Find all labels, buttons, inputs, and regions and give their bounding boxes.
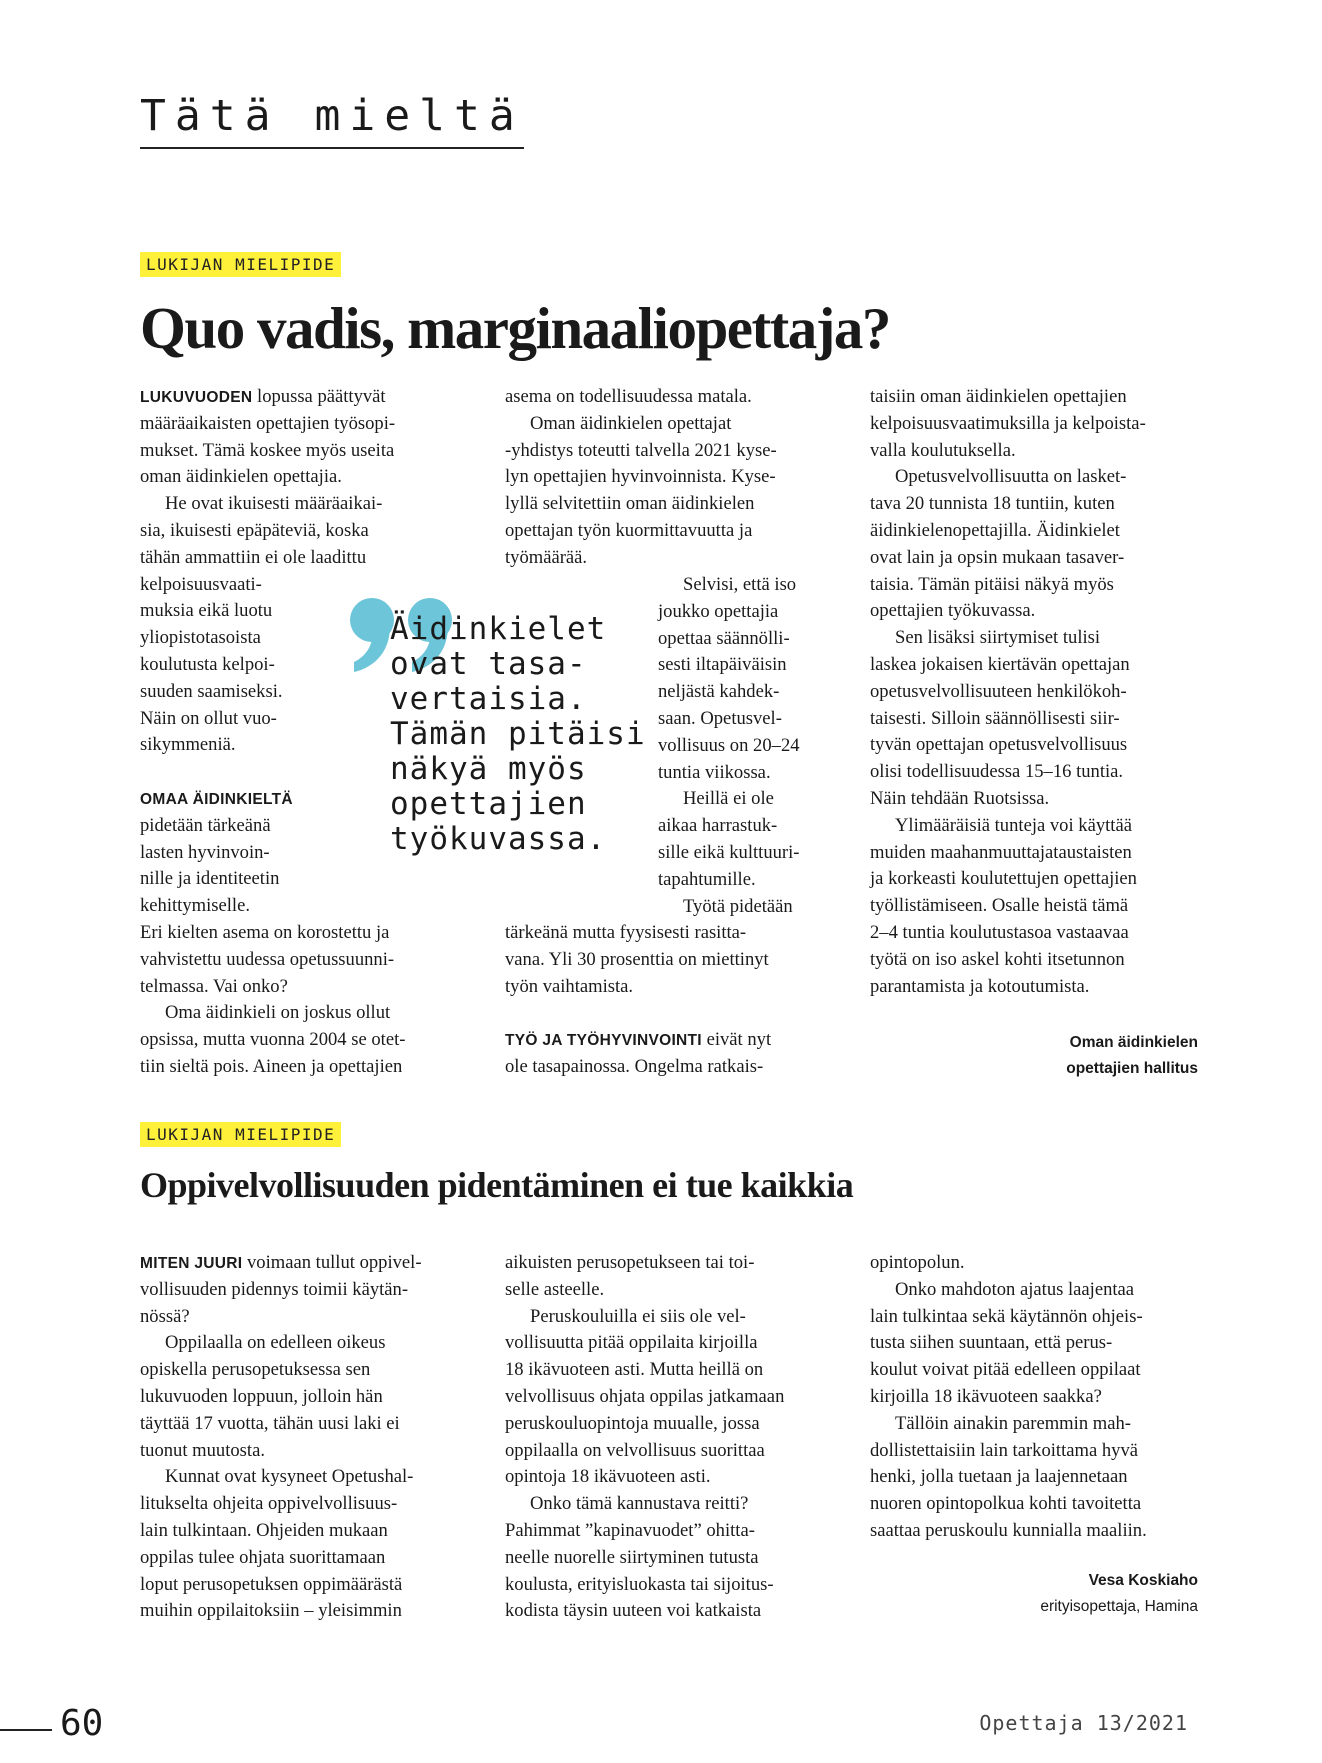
text-line: litukselta ohjeita oppivelvollisuus- bbox=[140, 1493, 398, 1515]
article1-signature bbox=[1066, 1030, 1198, 1082]
text-line: Peruskouluilla ei siis ole vel- bbox=[530, 1305, 746, 1327]
lead-in: TYÖ JA TYÖHYVINVOINTI bbox=[505, 1032, 702, 1050]
article2-signature bbox=[1040, 1568, 1198, 1620]
text-line: tiin sieltä pois. Aineen ja opettajien bbox=[140, 1055, 403, 1077]
text-line: joukko opettajia bbox=[658, 600, 779, 622]
pull-quote-line: opettajien bbox=[390, 786, 587, 822]
article1-tag: LUKIJAN MIELIPIDE bbox=[140, 252, 341, 277]
text-line: opiskella perusopetuksessa sen bbox=[140, 1359, 371, 1381]
text-line: opsissa, mutta vuonna 2004 se otet- bbox=[140, 1029, 406, 1051]
text-line: vollisuus on 20–24 bbox=[658, 734, 800, 756]
text-line: tyvän opettajan opetusvelvollisuus bbox=[870, 734, 1128, 756]
text-line: neljästä kahdek- bbox=[658, 681, 780, 703]
pull-quote-line: Äidinkielet bbox=[390, 611, 607, 647]
text-line: Pahimmat ”kapinavuodet” ohitta- bbox=[505, 1519, 755, 1541]
text-line: neelle nuorelle siirtyminen tutusta bbox=[505, 1546, 759, 1568]
text-line: Ylimääräisiä tunteja voi käyttää bbox=[895, 814, 1132, 836]
text-line: oppilas tulee ohjata suorittamaan bbox=[140, 1546, 386, 1568]
text-line: Heillä ei ole bbox=[683, 788, 774, 810]
signature-line: opettajien hallitus bbox=[1066, 1060, 1198, 1077]
text-line: tähän ammattiin ei ole laadittu bbox=[140, 546, 367, 568]
text-line: suuden saamiseksi. bbox=[140, 680, 283, 702]
text-line bbox=[140, 384, 470, 411]
text-line: pidetään tärkeänä bbox=[140, 814, 271, 836]
text-line: muksia eikä luotu bbox=[140, 600, 273, 622]
text-line: Työtä pidetään bbox=[683, 895, 793, 917]
text-line: koulut voivat pitää edelleen oppilaat bbox=[870, 1359, 1141, 1381]
paragraph-gap bbox=[505, 1000, 835, 1027]
lead-in: LUKUVUODEN bbox=[140, 389, 253, 406]
text-line: opintoja 18 ikävuoteen asti. bbox=[505, 1466, 711, 1488]
text-line: työllistämiseen. Osalle heistä tämä bbox=[870, 895, 1129, 917]
text-line: vahvistettu uudessa opetussuunni- bbox=[140, 948, 395, 970]
text-line: 2–4 tuntia koulutustasoa vastaavaa bbox=[870, 921, 1129, 943]
article2-headline: Oppivelvollisuuden pidentäminen ei tue kaikkia bbox=[140, 1165, 854, 1205]
article1-column-2-bottom bbox=[505, 920, 835, 1081]
magazine-issue: Opettaja 13/2021 bbox=[979, 1711, 1188, 1735]
text-line: ovat lain ja opsin mukaan tasaver- bbox=[870, 546, 1125, 568]
text-line: sikymmeniä. bbox=[140, 734, 236, 756]
text-line: Opetusvelvollisuutta on lasket- bbox=[895, 466, 1127, 488]
text-line: saan. Opetusvel- bbox=[658, 707, 782, 729]
text-line: olisi todellisuudessa 15–16 tuntia. bbox=[870, 761, 1124, 783]
text-line: ja korkeasti koulutettujen opettajien bbox=[870, 868, 1137, 890]
text-line: työn vaihtamista. bbox=[505, 975, 634, 997]
text-line: sille eikä kulttuuri- bbox=[658, 841, 800, 863]
text-line: yliopistotasoista bbox=[140, 627, 261, 649]
text-run: lopussa päättyvät bbox=[252, 386, 386, 407]
text-line: Eri kielten asema on korostettu ja bbox=[140, 921, 390, 943]
text-line: nössä? bbox=[140, 1305, 190, 1327]
signature-line: Oman äidinkielen bbox=[1069, 1034, 1198, 1051]
text-line: kirjoilla 18 ikävuoteen saakka? bbox=[870, 1385, 1102, 1407]
text-line: tusta siihen suuntaan, että perus- bbox=[870, 1332, 1113, 1354]
text-line: asema on todellisuudessa matala. bbox=[505, 386, 752, 407]
text-line: tärkeänä mutta fyysisesti rasitta- bbox=[505, 922, 747, 943]
text-line: opettajan työn kuormittavuutta ja bbox=[505, 519, 753, 541]
pull-quote-line: Tämän pitäisi bbox=[390, 716, 646, 752]
text-line: telmassa. Vai onko? bbox=[140, 975, 288, 997]
text-line: Sen lisäksi siirtymiset tulisi bbox=[895, 627, 1101, 649]
article2-column-3 bbox=[870, 1250, 1200, 1545]
pull-quote-line: ovat tasa- bbox=[390, 646, 587, 682]
text-line: henki, jolla tuetaan ja laajennetaan bbox=[870, 1466, 1128, 1488]
text-line: muihin oppilaitoksiin – yleisimmin bbox=[140, 1600, 402, 1622]
text-line: vollisuuden pidennys toimii käytän- bbox=[140, 1278, 409, 1300]
text-line: taisia. Tämän pitäisi näkyä myös bbox=[870, 573, 1114, 595]
text-line bbox=[140, 1250, 470, 1277]
lead-in: MITEN JUURI bbox=[140, 1255, 243, 1272]
text-line: opintopolun. bbox=[870, 1252, 965, 1273]
text-line: taisiin oman äidinkielen opettajien bbox=[870, 386, 1127, 407]
lead-in: OMAA ÄIDINKIELTÄ bbox=[140, 790, 293, 808]
article1-column-2-top bbox=[505, 384, 835, 572]
text-line: sia, ikuisesti epäpäteviä, koska bbox=[140, 519, 369, 541]
text-line bbox=[505, 1027, 835, 1054]
signature-name: Vesa Koskiaho bbox=[1088, 1572, 1198, 1589]
text-line: dollistettaisiin lain tarkoittama hyvä bbox=[870, 1439, 1139, 1461]
text-line: lukuvuoden loppuun, jolloin hän bbox=[140, 1385, 383, 1407]
text-line: vollisuutta pitää oppilaita kirjoilla bbox=[505, 1332, 758, 1354]
text-line: lasten hyvinvoin- bbox=[140, 841, 270, 863]
text-line: lyllä selvitettiin oman äidinkielen bbox=[505, 493, 755, 515]
text-line: He ovat ikuisesti määräaikai- bbox=[165, 493, 383, 515]
text-line: valla koulutuksella. bbox=[870, 439, 1016, 461]
article1-headline: Quo vadis, marginaaliopettaja? bbox=[140, 295, 890, 361]
text-line: -yhdistys toteutti talvella 2021 kyse- bbox=[505, 439, 777, 461]
text-line: opettajien työkuvassa. bbox=[870, 600, 1036, 622]
text-line: kelpoisuusvaatimuksilla ja kelpoista- bbox=[870, 412, 1146, 434]
signature-title: erityisopettaja, Hamina bbox=[1040, 1598, 1198, 1615]
text-line: vana. Yli 30 prosenttia on miettinyt bbox=[505, 948, 769, 970]
text-line: lain tulkintaan. Ohjeiden mukaan bbox=[140, 1519, 388, 1541]
pull-quote-line: työkuvassa. bbox=[390, 821, 607, 857]
text-line: kelpoisuusvaati- bbox=[140, 573, 262, 595]
text-line: aikuisten perusopetukseen tai toi- bbox=[505, 1252, 755, 1273]
article2-column-2 bbox=[505, 1250, 835, 1625]
pull-quote bbox=[390, 612, 646, 857]
text-line: tapahtumille. bbox=[658, 868, 756, 890]
text-line: työmäärää. bbox=[505, 546, 588, 568]
pull-quote-line: vertaisia. bbox=[390, 681, 587, 717]
article1-column-2-side bbox=[658, 572, 838, 920]
text-line: ole tasapainossa. Ongelma ratkais- bbox=[505, 1055, 764, 1077]
article2-tag: LUKIJAN MIELIPIDE bbox=[140, 1122, 341, 1147]
text-line: peruskouluopintoja muualle, jossa bbox=[505, 1412, 760, 1434]
text-line: taisesti. Silloin säännöllisesti siir- bbox=[870, 707, 1120, 729]
article1-column-3 bbox=[870, 384, 1200, 1000]
text-line: Onko tämä kannustava reitti? bbox=[530, 1493, 749, 1515]
text-line: mukset. Tämä koskee myös useita bbox=[140, 439, 395, 461]
text-line: Näin tehdään Ruotsissa. bbox=[870, 787, 1050, 809]
pull-quote-line: näkyä myös bbox=[390, 751, 587, 787]
text-line: sesti iltapäiväisin bbox=[658, 654, 787, 676]
text-line: Selvisi, että iso bbox=[683, 574, 797, 595]
text-line: loput perusopetuksen oppimäärästä bbox=[140, 1573, 403, 1595]
text-line: velvollisuus ohjata oppilas jatkamaan bbox=[505, 1385, 785, 1407]
text-line: koulutusta kelpoi- bbox=[140, 653, 275, 675]
text-line: äidinkielenopettajilla. Äidinkielet bbox=[870, 519, 1120, 541]
text-line: kehittymiselle. bbox=[140, 895, 250, 917]
article2-column-1 bbox=[140, 1250, 470, 1625]
text-line: nille ja identiteetin bbox=[140, 868, 280, 890]
text-line: Oppilaalla on edelleen oikeus bbox=[165, 1332, 386, 1354]
footer-rule bbox=[0, 1729, 52, 1731]
text-line: oppilaalla on velvollisuus suorittaa bbox=[505, 1439, 765, 1461]
text-line: parantamista ja kotoutumista. bbox=[870, 975, 1090, 997]
text-line: nuoren opintopolkua kohti tavoitetta bbox=[870, 1493, 1142, 1515]
text-line: laskea jokaisen kiertävän opettajan bbox=[870, 653, 1130, 675]
text-run: voimaan tullut oppivel- bbox=[242, 1252, 422, 1273]
text-line: 18 ikävuoteen asti. Mutta heillä on bbox=[505, 1359, 764, 1381]
text-line: Tällöin ainakin paremmin mah- bbox=[895, 1412, 1131, 1434]
text-line: täyttää 17 vuotta, tähän uusi laki ei bbox=[140, 1412, 400, 1434]
text-line: saattaa peruskoulu kunnialla maaliin. bbox=[870, 1519, 1147, 1541]
text-line: koulusta, erityisluokasta tai sijoitus- bbox=[505, 1573, 774, 1595]
text-line: lyn opettajien hyvinvoinnista. Kyse- bbox=[505, 466, 776, 488]
text-line: Näin on ollut vuo- bbox=[140, 707, 277, 729]
text-line: lain tulkintaa sekä käytännön ohjeis- bbox=[870, 1305, 1143, 1327]
section-title: Tätä mieltä bbox=[140, 92, 524, 149]
text-line: Onko mahdoton ajatus laajentaa bbox=[895, 1278, 1135, 1300]
text-line: oman äidinkielen opettajia. bbox=[140, 466, 342, 488]
page-number: 60 bbox=[60, 1703, 104, 1744]
text-line: tuonut muutosta. bbox=[140, 1439, 265, 1461]
text-line: Oman äidinkielen opettajat bbox=[530, 412, 732, 434]
text-line: selle asteelle. bbox=[505, 1278, 605, 1300]
text-line: tava 20 tunnista 18 tuntiin, kuten bbox=[870, 493, 1115, 515]
text-line: Oma äidinkieli on joskus ollut bbox=[165, 1002, 391, 1024]
text-line: Kunnat ovat kysyneet Opetushal- bbox=[165, 1466, 414, 1488]
text-run: eivät nyt bbox=[701, 1029, 772, 1051]
text-line: tuntia viikossa. bbox=[658, 761, 771, 783]
text-line: määräaikaisten opettajien työsopi- bbox=[140, 412, 396, 434]
text-line: muiden maahanmuuttajataustaisten bbox=[870, 841, 1132, 863]
text-line: aikaa harrastuk- bbox=[658, 815, 778, 837]
text-line: opetusvelvollisuuteen henkilökoh- bbox=[870, 680, 1127, 702]
text-line: kodista täysin uuteen voi katkaista bbox=[505, 1600, 762, 1622]
text-line: työtä on iso askel kohti itsetunnon bbox=[870, 948, 1125, 970]
text-line: opettaa säännölli- bbox=[658, 627, 790, 649]
